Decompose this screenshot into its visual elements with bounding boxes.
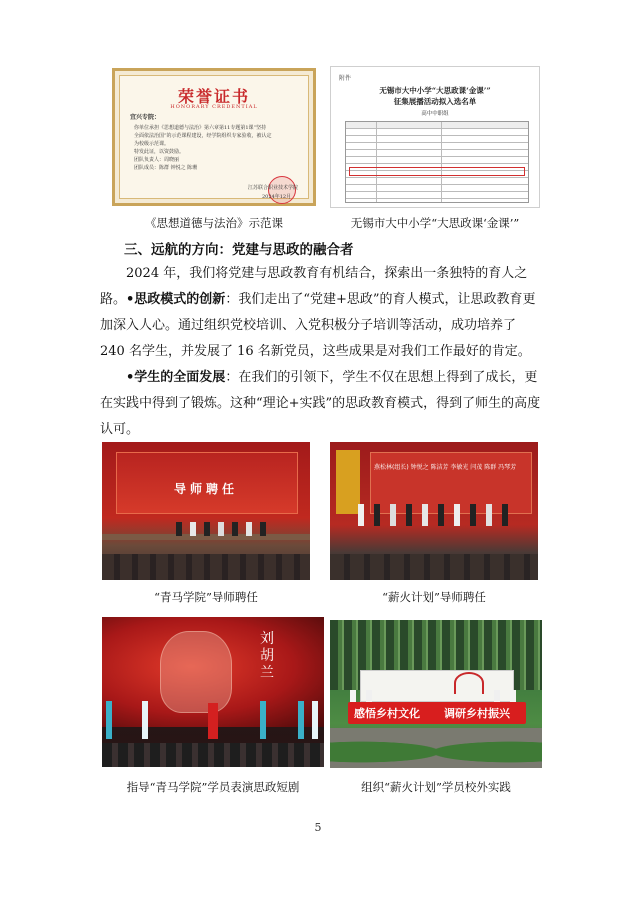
audience-seats — [102, 554, 310, 580]
caption-qingma-mentor: “青马学院”导师聘任 — [154, 590, 258, 604]
certificate-issuer: 江苏联合职业技术学院 — [248, 185, 299, 191]
photo-xinhuo-mentor-appointment — [330, 442, 538, 580]
photo-outdoor-practice — [330, 620, 542, 768]
performer — [260, 701, 266, 739]
doc-table-row — [346, 178, 528, 185]
certificate-line: 全面依法治国”的示范课程建设，经学院组织专家验收，被认定 — [134, 133, 272, 139]
person — [176, 522, 182, 536]
stage-name-board: 燕松林(组长) 钟悦之 陈洁芳 李敏光 闫茂 陈群 冯琴芳 — [374, 464, 517, 471]
person — [438, 504, 444, 526]
photo-drama-performance — [102, 617, 324, 767]
doc-table — [345, 121, 529, 203]
white-wall-sign — [360, 670, 514, 702]
banner-text-revitalization: 调研乡村振兴 — [444, 707, 510, 720]
caption-golden-course: 无锡市大中小学“大思政课‘金课’” — [350, 216, 520, 230]
doc-table-row — [346, 129, 528, 136]
person — [374, 504, 380, 526]
portrait-on-screen — [160, 631, 232, 713]
caption-outdoor-practice: 组织“薪火计划”学员校外实践 — [361, 780, 511, 794]
person — [470, 504, 476, 526]
paragraph-student-development — [100, 365, 544, 443]
certificate-line: 团队成员：陈群 钟悦之 陈珊 — [134, 165, 198, 171]
doc-table-row — [346, 136, 528, 143]
performer-lead — [208, 703, 218, 739]
person — [454, 504, 460, 526]
certificate-subtitle: HONORARY CREDENTIAL — [170, 104, 258, 110]
screen-name-text: 刘胡兰 — [260, 631, 274, 681]
person — [246, 522, 252, 536]
doc-table-row — [346, 192, 528, 199]
person — [502, 504, 508, 526]
person — [218, 522, 224, 536]
banner-text-culture: 感悟乡村文化 — [354, 707, 420, 720]
doc-title-line2: 征集展播活动拟入选名单 — [393, 97, 477, 106]
person — [204, 522, 210, 536]
certificate-recipient: 宜兴专院： — [130, 114, 161, 121]
honor-certificate-image — [112, 68, 316, 206]
certificate-line: 你单位承担《思想道德与法治》第六章第11专题第1课“坚持 — [134, 125, 267, 131]
certificate-line: 团队负责人：周晓丽 — [134, 157, 180, 163]
paragraph-model-innovation — [100, 287, 544, 365]
paragraph-intro: 2024 年，我们将党建与思政教育有机结合，探索出一条独特的育人之路。 — [100, 266, 528, 307]
ground-shrubs — [330, 728, 542, 768]
certificate-date: 2024年12月 — [262, 194, 292, 200]
paragraph-body: ：在我们的引领下，学生不仅在思想上得到了成长，更在实践中得到了锻炼。这种“理论+实践”的思政教育模式，得到了师生的高度认可。 — [100, 370, 541, 437]
paragraph-lead: •思政模式的创新 — [126, 292, 226, 307]
person — [390, 504, 396, 526]
performer — [106, 701, 112, 739]
certificate-line: 为校级示范课。 — [134, 141, 170, 147]
person — [422, 504, 428, 526]
side-banner — [336, 450, 360, 514]
person — [260, 522, 266, 536]
section-heading: 三、远航的方向：党建与思政的融合者 — [124, 242, 354, 258]
doc-table-row — [346, 150, 528, 157]
doc-section-label: 高中中职组 — [421, 111, 449, 117]
paragraph-lead: •学生的全面发展 — [126, 370, 226, 385]
stage-banner-text: 导师聘任 — [173, 482, 238, 496]
doc-table-row — [346, 157, 528, 164]
performer — [298, 701, 304, 739]
person — [486, 504, 492, 526]
doc-table-row — [346, 122, 528, 129]
person — [190, 522, 196, 536]
page-number: 5 — [314, 821, 322, 834]
red-logo-arc — [454, 672, 484, 694]
highlighted-entry — [349, 167, 525, 176]
red-banner — [348, 702, 526, 724]
caption-demo-course: 《思想道德与法治》示范课 — [145, 216, 283, 230]
certificate-title: 荣誉证书 — [177, 87, 250, 106]
doc-table-row — [346, 185, 528, 192]
person — [358, 504, 364, 526]
audience-seats — [330, 554, 538, 580]
person — [406, 504, 412, 526]
photo-qingma-mentor-appointment — [102, 442, 310, 580]
selection-list-document-image — [330, 66, 540, 208]
caption-xinhuo-mentor: “薪火计划”导师聘任 — [382, 590, 486, 604]
certificate-body — [134, 124, 306, 172]
paragraph-body: ：我们走出了“党建+思政”的育人模式，让思政教育更加深入人心。通过组织党校培训、入党积极分子培训等活动，成功培养了 240 名学生，并发展了 16 名新党员，这些成果是对我们工作最好的肯定。 — [100, 292, 536, 359]
certificate-line: 特发此证，以资鼓励。 — [134, 149, 185, 155]
performer — [312, 701, 318, 739]
caption-drama-guidance: 指导“青马学院”学员表演思政短剧 — [126, 780, 300, 794]
performer — [142, 701, 148, 739]
person — [232, 522, 238, 536]
doc-table-row — [346, 143, 528, 150]
doc-title-line1: 无锡市大中小学“大思政课‘金课’” — [379, 86, 491, 95]
doc-attachment-label: 附件 — [339, 75, 352, 82]
audience-heads — [102, 743, 324, 767]
